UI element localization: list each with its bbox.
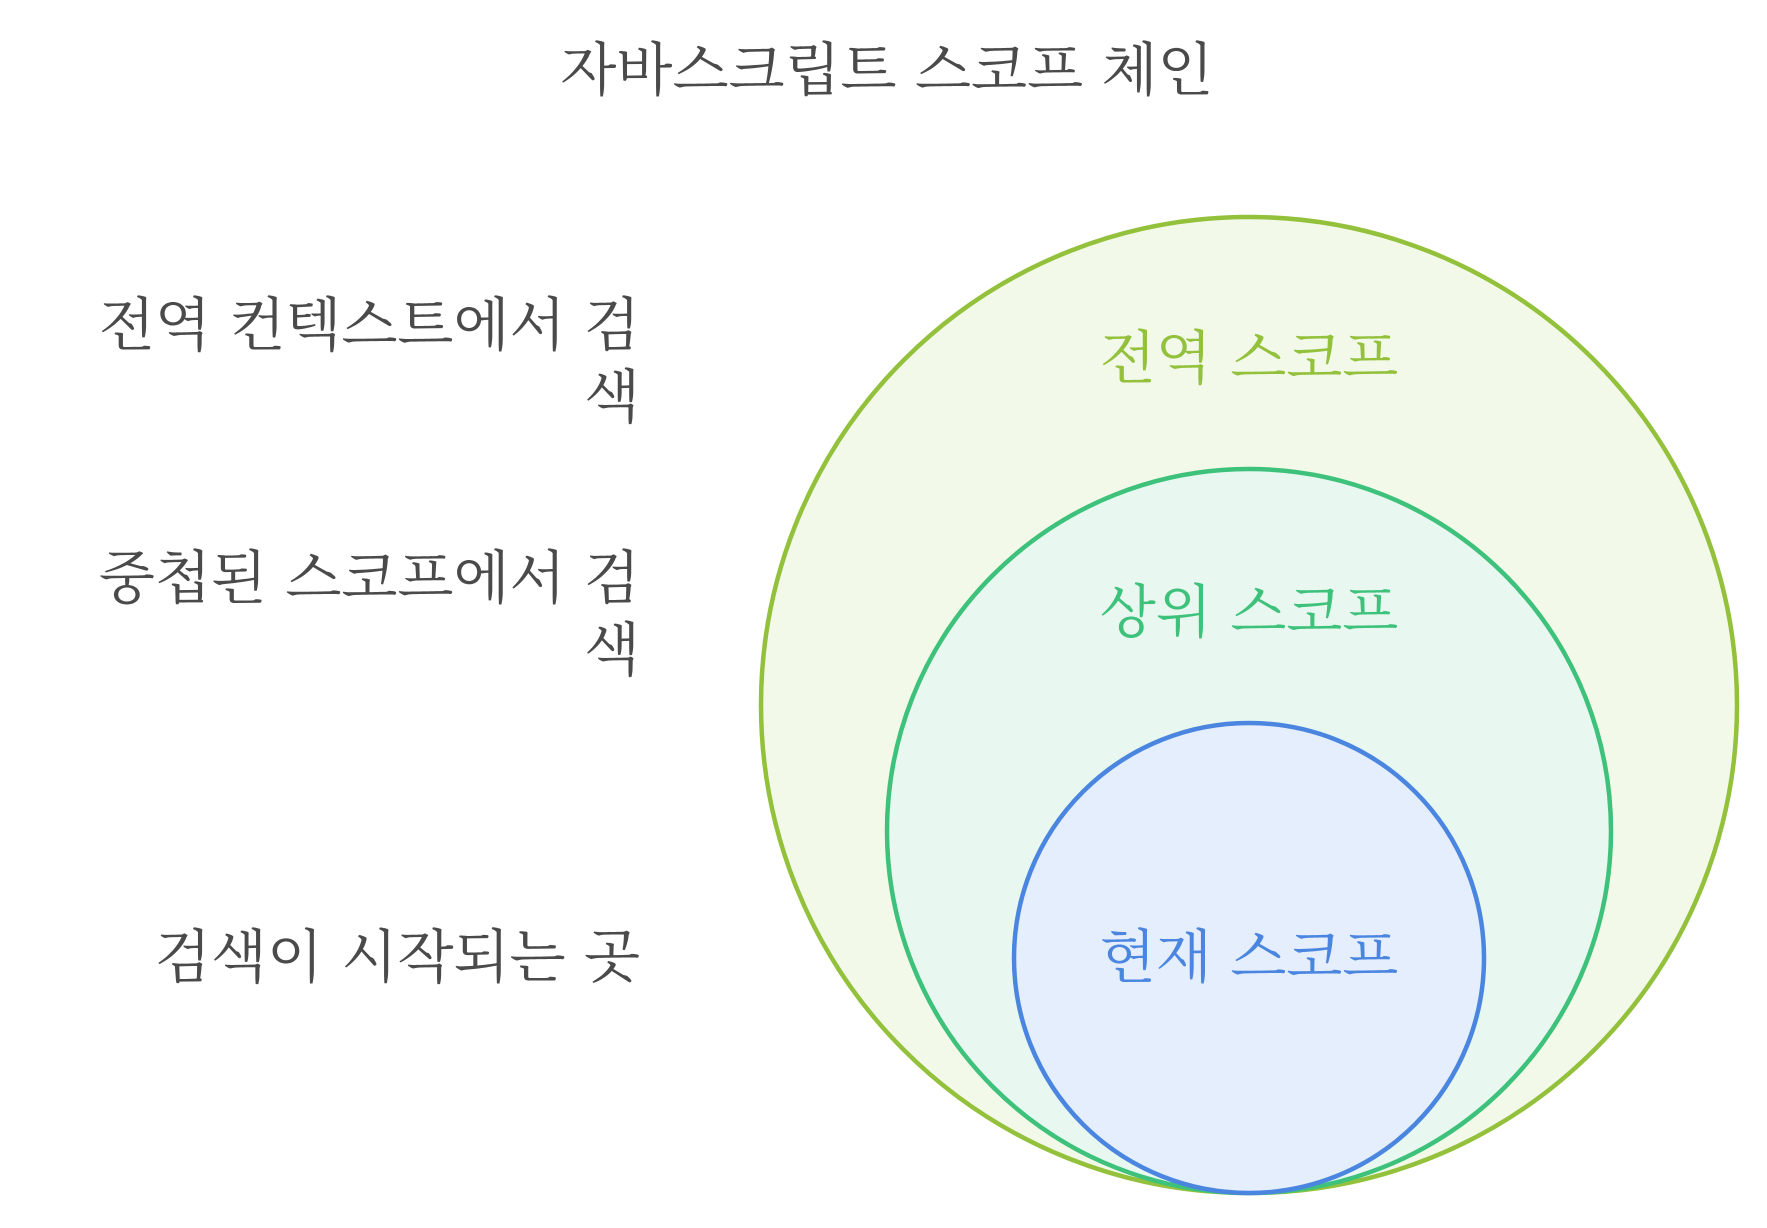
diagram-title: 자바스크립트 스코프 체인 [560, 36, 1214, 104]
parent-scope-description-line-1: 중첩된 스코프에서 검 [98, 544, 640, 612]
global-scope-label: 전역 스코프 [1099, 324, 1399, 392]
current-scope-label: 현재 스코프 [1099, 923, 1399, 991]
parent-scope-description-line-2: 색 [583, 616, 640, 684]
global-scope-description-line-1: 전역 컨텍스트에서 검 [98, 291, 640, 359]
parent-scope-label: 상위 스코프 [1099, 578, 1399, 646]
global-scope-description-line-2: 색 [583, 363, 640, 431]
current-scope-description: 검색이 시작되는 곳 [154, 923, 640, 991]
